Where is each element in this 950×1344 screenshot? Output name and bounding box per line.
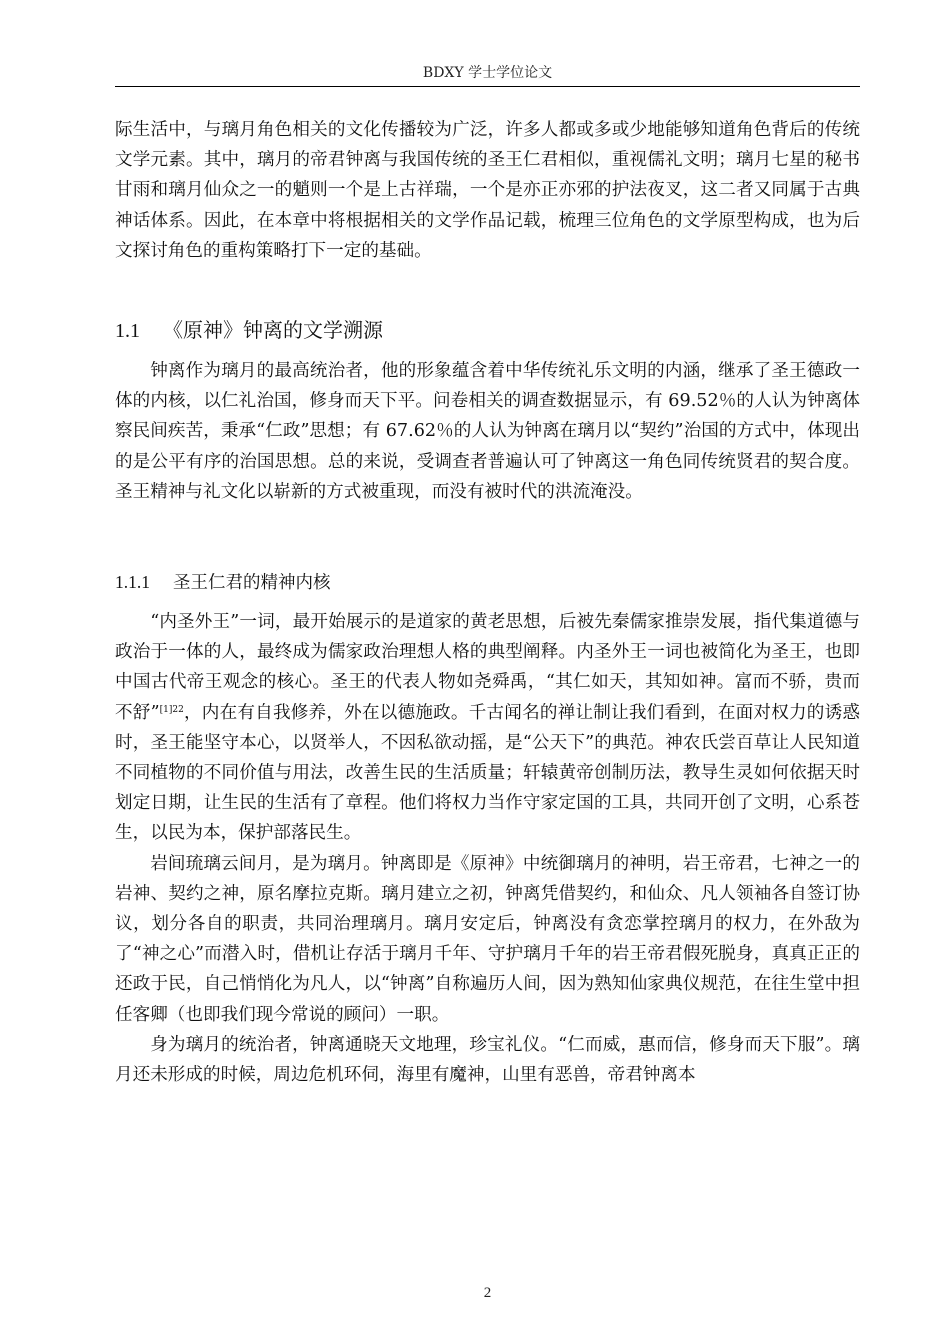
citation-marker: [1]22 [159, 704, 184, 715]
paragraph-text: “内圣外王”一词，最开始展示的是道家的黄老思想，后被先秦儒家推崇发展，指代集道德与政治于一体的人，最终成为儒家政治理想人格的典型阐释。内圣外王一词也被简化为圣王，也即中国古代帝王观念的核心。圣王的代表人物如尧舜禹，“其仁如天，其知如神。富而不骄，贵而不舒” [115, 612, 860, 723]
body-paragraph: 钟离作为璃月的最高统治者，他的形象蕴含着中华传统礼乐文明的内涵，继承了圣王德政一体的内核，以仁礼治国，修身而天下平。问卷相关的调查数据显示，有 69.52％的人认为钟离体察民间疾苦，秉承“仁政”思想；有 67.62％的人认为钟离在璃月以“契约”治国的方式中，体现出的是公平有序的治国思想。总的来说，受调查者普遍认可了钟离这一角色同传统贤君的契合度。圣王精神与礼文化以崭新的方式被重现，而没有被时代的洪流淹没。 [115, 361, 860, 502]
body-paragraph: 身为璃月的统治者，钟离通晓天文地理，珍宝礼仪。“仁而威，惠而信，修身而天下服”。璃月还未形成的时候，周边危机环伺，海里有魔神，山里有恶兽，帝君钟离本 [115, 1034, 860, 1086]
body-paragraph [115, 607, 860, 849]
section-1-1-1-body [115, 607, 860, 1090]
subsection-number: 1.1.1 [115, 572, 150, 592]
intro-block [115, 115, 860, 266]
section-heading-1-1 [115, 318, 860, 343]
intro-paragraph: 际生活中，与璃月角色相关的文化传播较为广泛，许多人都或多或少地能够知道角色背后的传统文学元素。其中，璃月的帝君钟离与我国传统的圣王仁君相似，重视儒礼文明；璃月七星的秘书甘雨和璃月仙众之一的魈则一个是上古祥瑞，一个是亦正亦邪的护法夜叉，这二者又同属于古典神话体系。因此，在本章中将根据相关的文学作品记载，梳理三位角色的文学原型构成，也为后文探讨角色的重构策略打下一定的基础。 [115, 120, 860, 261]
section-title: 《原神》钟离的文学溯源 [163, 318, 383, 342]
section-heading-1-1-1 [115, 571, 860, 594]
page-number: 2 [483, 1285, 492, 1301]
body-paragraph: 岩间琉璃云间月，是为璃月。钟离即是《原神》中统御璃月的神明，岩王帝君，七神之一的岩神、契约之神，原名摩拉克斯。璃月建立之初，钟离凭借契约，和仙众、凡人领袖各自签订协议，划分各自的职责，共同治理璃月。璃月安定后，钟离没有贪恋掌控璃月的权力，在外敌为了“神之心”而潜入时，借机让存活于璃月千年、守护璃月千年的岩王帝君假死脱身，真真正正的还政于民，自己悄悄化为凡人，以“钟离”自称遍历人间，因为熟知仙家典仪规范，在往生堂中担任客卿（也即我们现今常说的顾问）一职。 [115, 853, 860, 1025]
section-1-1-body [115, 356, 860, 507]
section-number: 1.1 [115, 320, 140, 342]
running-header: BDXY 学士学位论文 [422, 65, 553, 81]
subsection-title: 圣王仁君的精神内核 [173, 573, 331, 593]
paragraph-text: ，内在有自我修养，外在以德施政。千古闻名的禅让制让我们看到，在面对权力的诱惑时，圣王能坚守本心，以贤举人，不因私欲动摇，是“公天下”的典范。神农氏尝百草让人民知道不同植物的不同价值与用法，改善生民的生活质量；轩辕黄帝创制历法，教导生灵如何依据天时划定日期，让生民的生活有了章程。他们将权力当作守家定国的工具，共同开创了文明，心系苍生，以民为本，保护部落民生。 [115, 702, 860, 844]
header-divider [115, 86, 860, 87]
